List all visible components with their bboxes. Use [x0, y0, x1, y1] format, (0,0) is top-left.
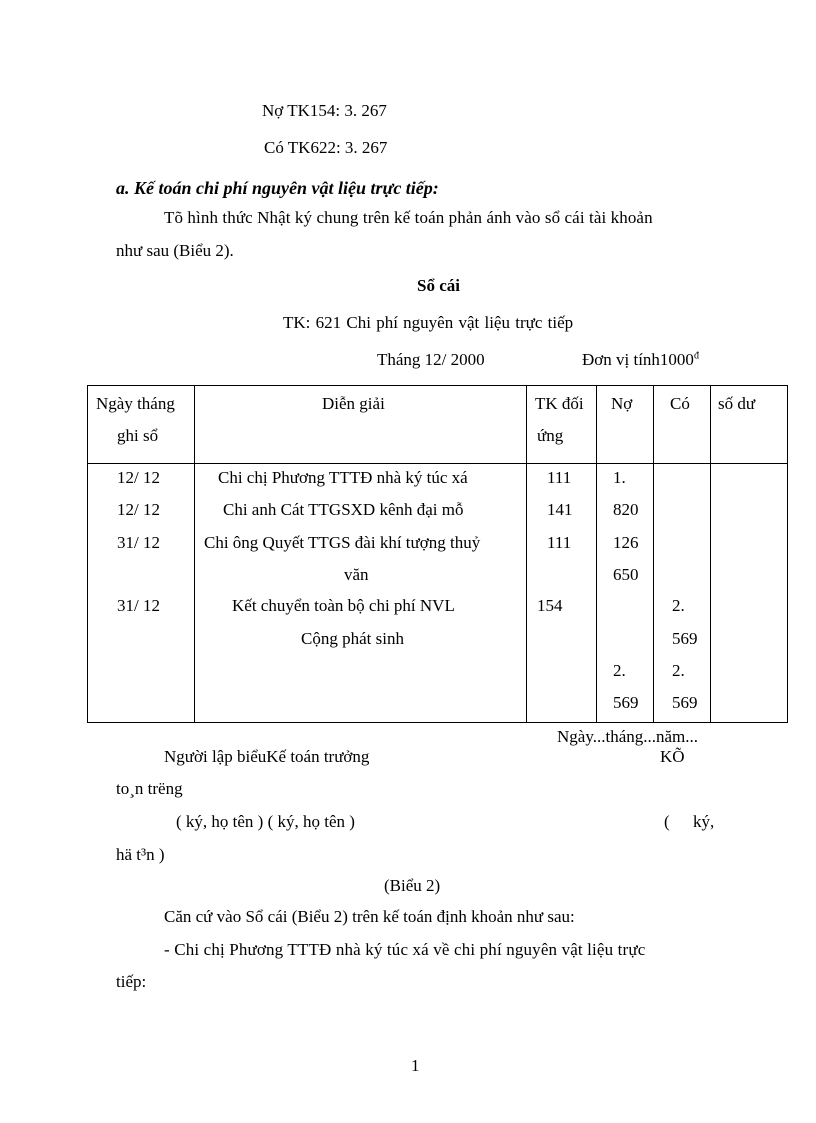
- debit-line-1: 1.: [613, 468, 626, 487]
- signature-note-right-ky: ký,: [693, 812, 715, 831]
- desc-1: Chi chị Phương TTTĐ nhà ký túc xá: [218, 468, 468, 487]
- ledger-header-row: [88, 386, 788, 464]
- ledger-month: Tháng 12/ 2000: [377, 350, 485, 369]
- account-3: 111: [547, 533, 572, 552]
- paragraph-after-table: Căn cứ vào Sổ cái (Biểu 2) trên kế toán định khoản như sau:: [164, 907, 575, 926]
- credit-line-2: 569: [672, 629, 698, 648]
- date-4: 31/ 12: [117, 596, 160, 615]
- date-1: 12/ 12: [117, 468, 160, 487]
- table-caption: (Biểu 2): [384, 876, 441, 895]
- signature-director-part1: KÕ: [660, 747, 685, 766]
- body-debit-cell: [597, 464, 654, 723]
- header-desc-cell: [195, 386, 527, 464]
- section-heading: a. Kế toán chi phí nguyên vật liệu trực tiếp:: [116, 178, 439, 198]
- desc-4: Kết chuyển toàn bộ chi phí NVL: [232, 596, 455, 615]
- date-2: 12/ 12: [117, 500, 160, 519]
- desc-total: Cộng phát sinh: [301, 629, 404, 648]
- credit-total-line-2: 569: [672, 693, 698, 712]
- ledger-title: Sổ cái: [417, 276, 460, 295]
- page-number: 1: [411, 1056, 420, 1075]
- header-credit-cell: [654, 386, 711, 464]
- intro-line-2: như sau (Biểu 2).: [116, 241, 234, 260]
- debit-line-4: 650: [613, 565, 639, 584]
- header-account-cell: [527, 386, 597, 464]
- debit-line-3: 126: [613, 533, 639, 552]
- header-balance-cell: [711, 386, 788, 464]
- desc-3-cont: văn: [344, 565, 369, 584]
- header-date-cell: [88, 386, 195, 464]
- signature-roles: Người lập biểuKế toán trưởng: [164, 747, 370, 766]
- credit-entry-line: Có TK622: 3. 267: [264, 138, 388, 157]
- credit-total-line-1: 2.: [672, 661, 685, 680]
- account-1: 111: [547, 468, 572, 487]
- header-desc: Diễn giải: [322, 394, 385, 413]
- body-account-cell: [527, 464, 597, 723]
- ledger-unit: [582, 351, 699, 368]
- signature-note-right-tail: hä t³n ): [116, 845, 165, 864]
- bullet-line-1: - Chi chị Phương TTTĐ nhà ký túc xá về chi phí nguyên vật liệu trực: [164, 940, 646, 959]
- bullet-line-2: tiếp:: [116, 972, 147, 991]
- header-credit: Có: [670, 394, 690, 413]
- signature-date-line: Ngày...tháng...năm...: [557, 727, 699, 746]
- debit-total-line-1: 2.: [613, 661, 626, 680]
- header-debit: Nợ: [611, 394, 633, 413]
- body-balance-cell: [711, 464, 788, 723]
- body-credit-cell: [654, 464, 711, 723]
- signature-note-right-open: (: [664, 812, 670, 831]
- body-desc-cell: [195, 464, 527, 723]
- header-debit-cell: [597, 386, 654, 464]
- debit-entry-line: Nợ TK154: 3. 267: [262, 101, 387, 120]
- debit-total-line-2: 569: [613, 693, 639, 712]
- ledger-table: [87, 385, 788, 723]
- signature-note-left: ( ký, họ tên ) ( ký, họ tên ): [176, 812, 355, 831]
- date-3: 31/ 12: [117, 533, 160, 552]
- desc-2: Chi anh Cát TTGSXD kênh đại mỗ: [223, 500, 464, 519]
- header-account-line1: TK đối: [535, 394, 584, 413]
- ledger-subtitle: TK: 621 Chi phí nguyên vật liệu trực tiếp: [283, 313, 574, 332]
- credit-line-1: 2.: [672, 596, 685, 615]
- account-4: 154: [537, 596, 563, 615]
- ledger-unit-superscript: đ: [693, 350, 699, 362]
- desc-3: Chi ông Quyết TTGS đài khí tượng thuỷ: [204, 533, 481, 552]
- intro-line-1: Tõ hình thức Nhật ký chung trên kế toán phản ánh vào sổ cái tài khoản: [164, 208, 653, 227]
- ledger-body-row: [88, 464, 788, 723]
- account-2: 141: [547, 500, 573, 519]
- header-date-line2: ghi sổ: [117, 426, 159, 445]
- header-account-line2: ứng: [537, 426, 564, 445]
- ledger-unit-text: Đơn vị tính1000: [582, 350, 694, 369]
- signature-director-part2: to¸n trëng: [116, 779, 183, 798]
- debit-line-2: 820: [613, 500, 639, 519]
- header-date-line1: Ngày tháng: [96, 394, 175, 413]
- header-balance: số dư: [718, 394, 756, 413]
- body-date-cell: [88, 464, 195, 723]
